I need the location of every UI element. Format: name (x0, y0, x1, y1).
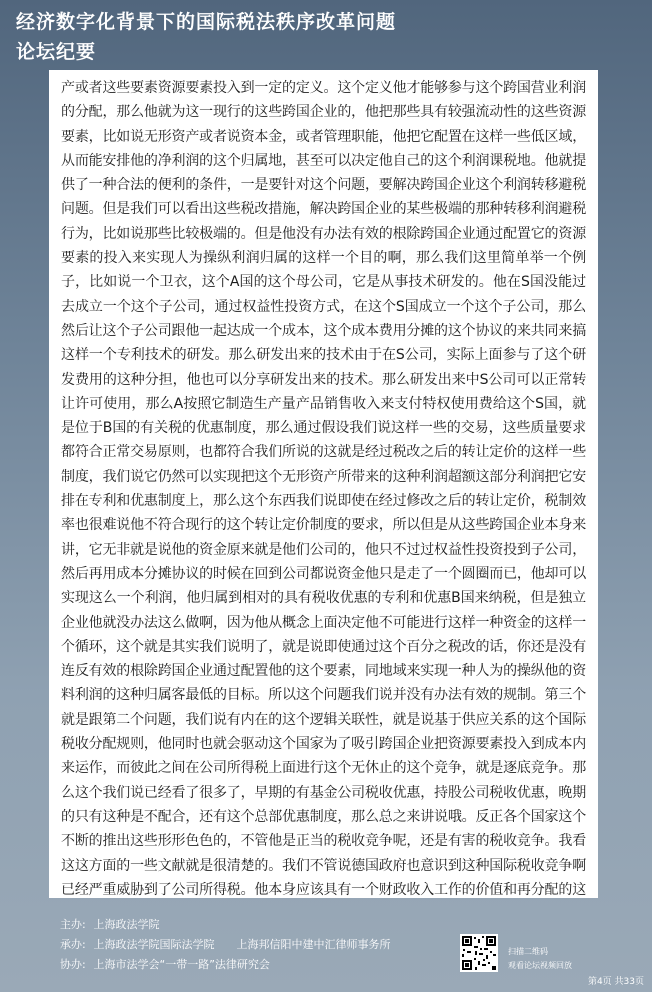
host-row (60, 915, 391, 935)
organizer-label: 承办: (60, 938, 86, 951)
document-page (49, 70, 598, 898)
page-header (16, 8, 396, 66)
page-number: 第4页 共33页 (587, 977, 644, 987)
host-name: 上海政法学院 (93, 918, 160, 931)
document-subtitle: 论坛纪要 (16, 41, 97, 63)
host-label: 主办: (60, 918, 86, 931)
organizer-name-2: 上海邦信阳中建中汇律师事务所 (236, 938, 391, 951)
qr-code-icon[interactable] (460, 934, 498, 972)
transcript-body-text: 产或者这些要素资源要素投入到一定的定义。这个定义他才能够参与这个跨国营业利润的分配，那么他就为这一现行的这些跨国企业的，他把那些具有较强流动性的这些资源要素，比如说无形资产或者说资本金，或者管理职能，他把它配置在这样一些低区域，从而能安排他的净利润的这个归属地，甚至可以决定他自己的这个利润课税地。他就提供了一种合法的便利的条件，一是要针对这个问题，要解决跨国企业这个利润转移避税问题。但是我们可以看出这些税改措施，解决跨国企业的某些极端的那种转移利润避税行为，比如说那些比较极端的。但是他没有办法有效的根除跨国企业通过配置它的资源要素的投入来实现人为操纵利润归属的这样一个目的啊，那么我们这里简单举一个例子，比如说一个卫衣，这个A国的这个母公司，它是从事技术研发的。他在S国没能过去成立一个这个子公司，通过权益性投资方式，在这个S国成立一个这个子公司，那么然后让这个子公司跟他一起达成一个成本，这个成本费用分摊的这个协议的来共同来搞这样一个专利技术的研发。那么研发出来的技术由于在S公司，实际上面参与了这个研发费用的这种分担，他也可以分享研发出来的技术。那么研发出来中S公司可以正常转让许可使用，那么A按照它制造生产量产品销售收入来支付特权使用费给这个S国，就是位于B国的有关税的优惠制度，那么通过假设我们说这样一些的交易，这些质量要求都符合正常交易原则，也都符合我们所说的这就是经过税改之后的转让定价的这样一些制度，我们说它仍然可以实现把这个无形资产所带来的这种利润超额这部分利润把它安排在专利和优惠制度上，那么这个东西我们说即使在经过修改之后的转让定价，税制效率也很难说他不符合现行的这个转让定价制度的要求，所以但是从这些跨国企业本身来讲，它无非就是说他的资金原来就是他们公司的，他只不过过权益性投资投到子公司，然后再用成本分摊协议的时候在回到公司都说资金他只是走了一个圆圈而已，他却可以实现这么一个利润，他归属到相对的具有税收优惠的专利和优惠B国来纳税，但是独立企业他就没办法这么做啊，因为他从概念上面决定他不可能进行这样一种资金的这样一个循环，这个就是其实我们说明了，就是说即使通过这个百分之税改的话，你还是没有连反有效的根除跨国企业通过配置他的这个要素，同地域来实现一种人为的操纵他的资料利润的这种归属客最低的目标。所以这个问题我们说并没有办法有效的规制。第三个就是跟第二个问题，我们说有内在的这个逻辑关联性，就是说基于供应关系的这个国际税收分配规则，他同时也就会驱动这个国家为了吸引跨国企业把资源要素投入到成本内来运作，而彼此之间在公司所得税上面进行这个无休止的这个竞争，就是逐底竞争。那么这个我们说已经看了很多了，早期的有基金公司税收优惠，持股公司税收优惠，晚期的只有这种是不配合，还有这个总部优惠制度，那么总之来讲说哦。反正各个国家这个不断的推出这些形形色色的，不管他是正当的税收竞争呢，还是有害的税收竞争。我看这这方面的一些文献就是很清楚的。我们不管说德国政府也意识到这种国际税收竞争啊已经严重威胁到了公司所得税。他本身应该具有一个财政收入工作的价值和再分配的这 (61, 80, 586, 898)
organizer-row (60, 935, 391, 955)
qr-caption-line-1: 扫描二维码 (508, 947, 548, 956)
page-footer (60, 915, 391, 975)
qr-caption (508, 945, 572, 973)
co-organizer-row (60, 955, 391, 975)
organizer-name-1: 上海政法学院国际法学院 (93, 938, 215, 951)
qr-caption-line-2: 观看论坛视频回放 (508, 961, 572, 970)
co-organizer-name: 上海市法学会“一带一路”法律研究会 (93, 958, 270, 971)
document-title: 经济数字化背景下的国际税法秩序改革问题 (16, 11, 397, 33)
co-organizer-label: 协办: (60, 958, 86, 971)
